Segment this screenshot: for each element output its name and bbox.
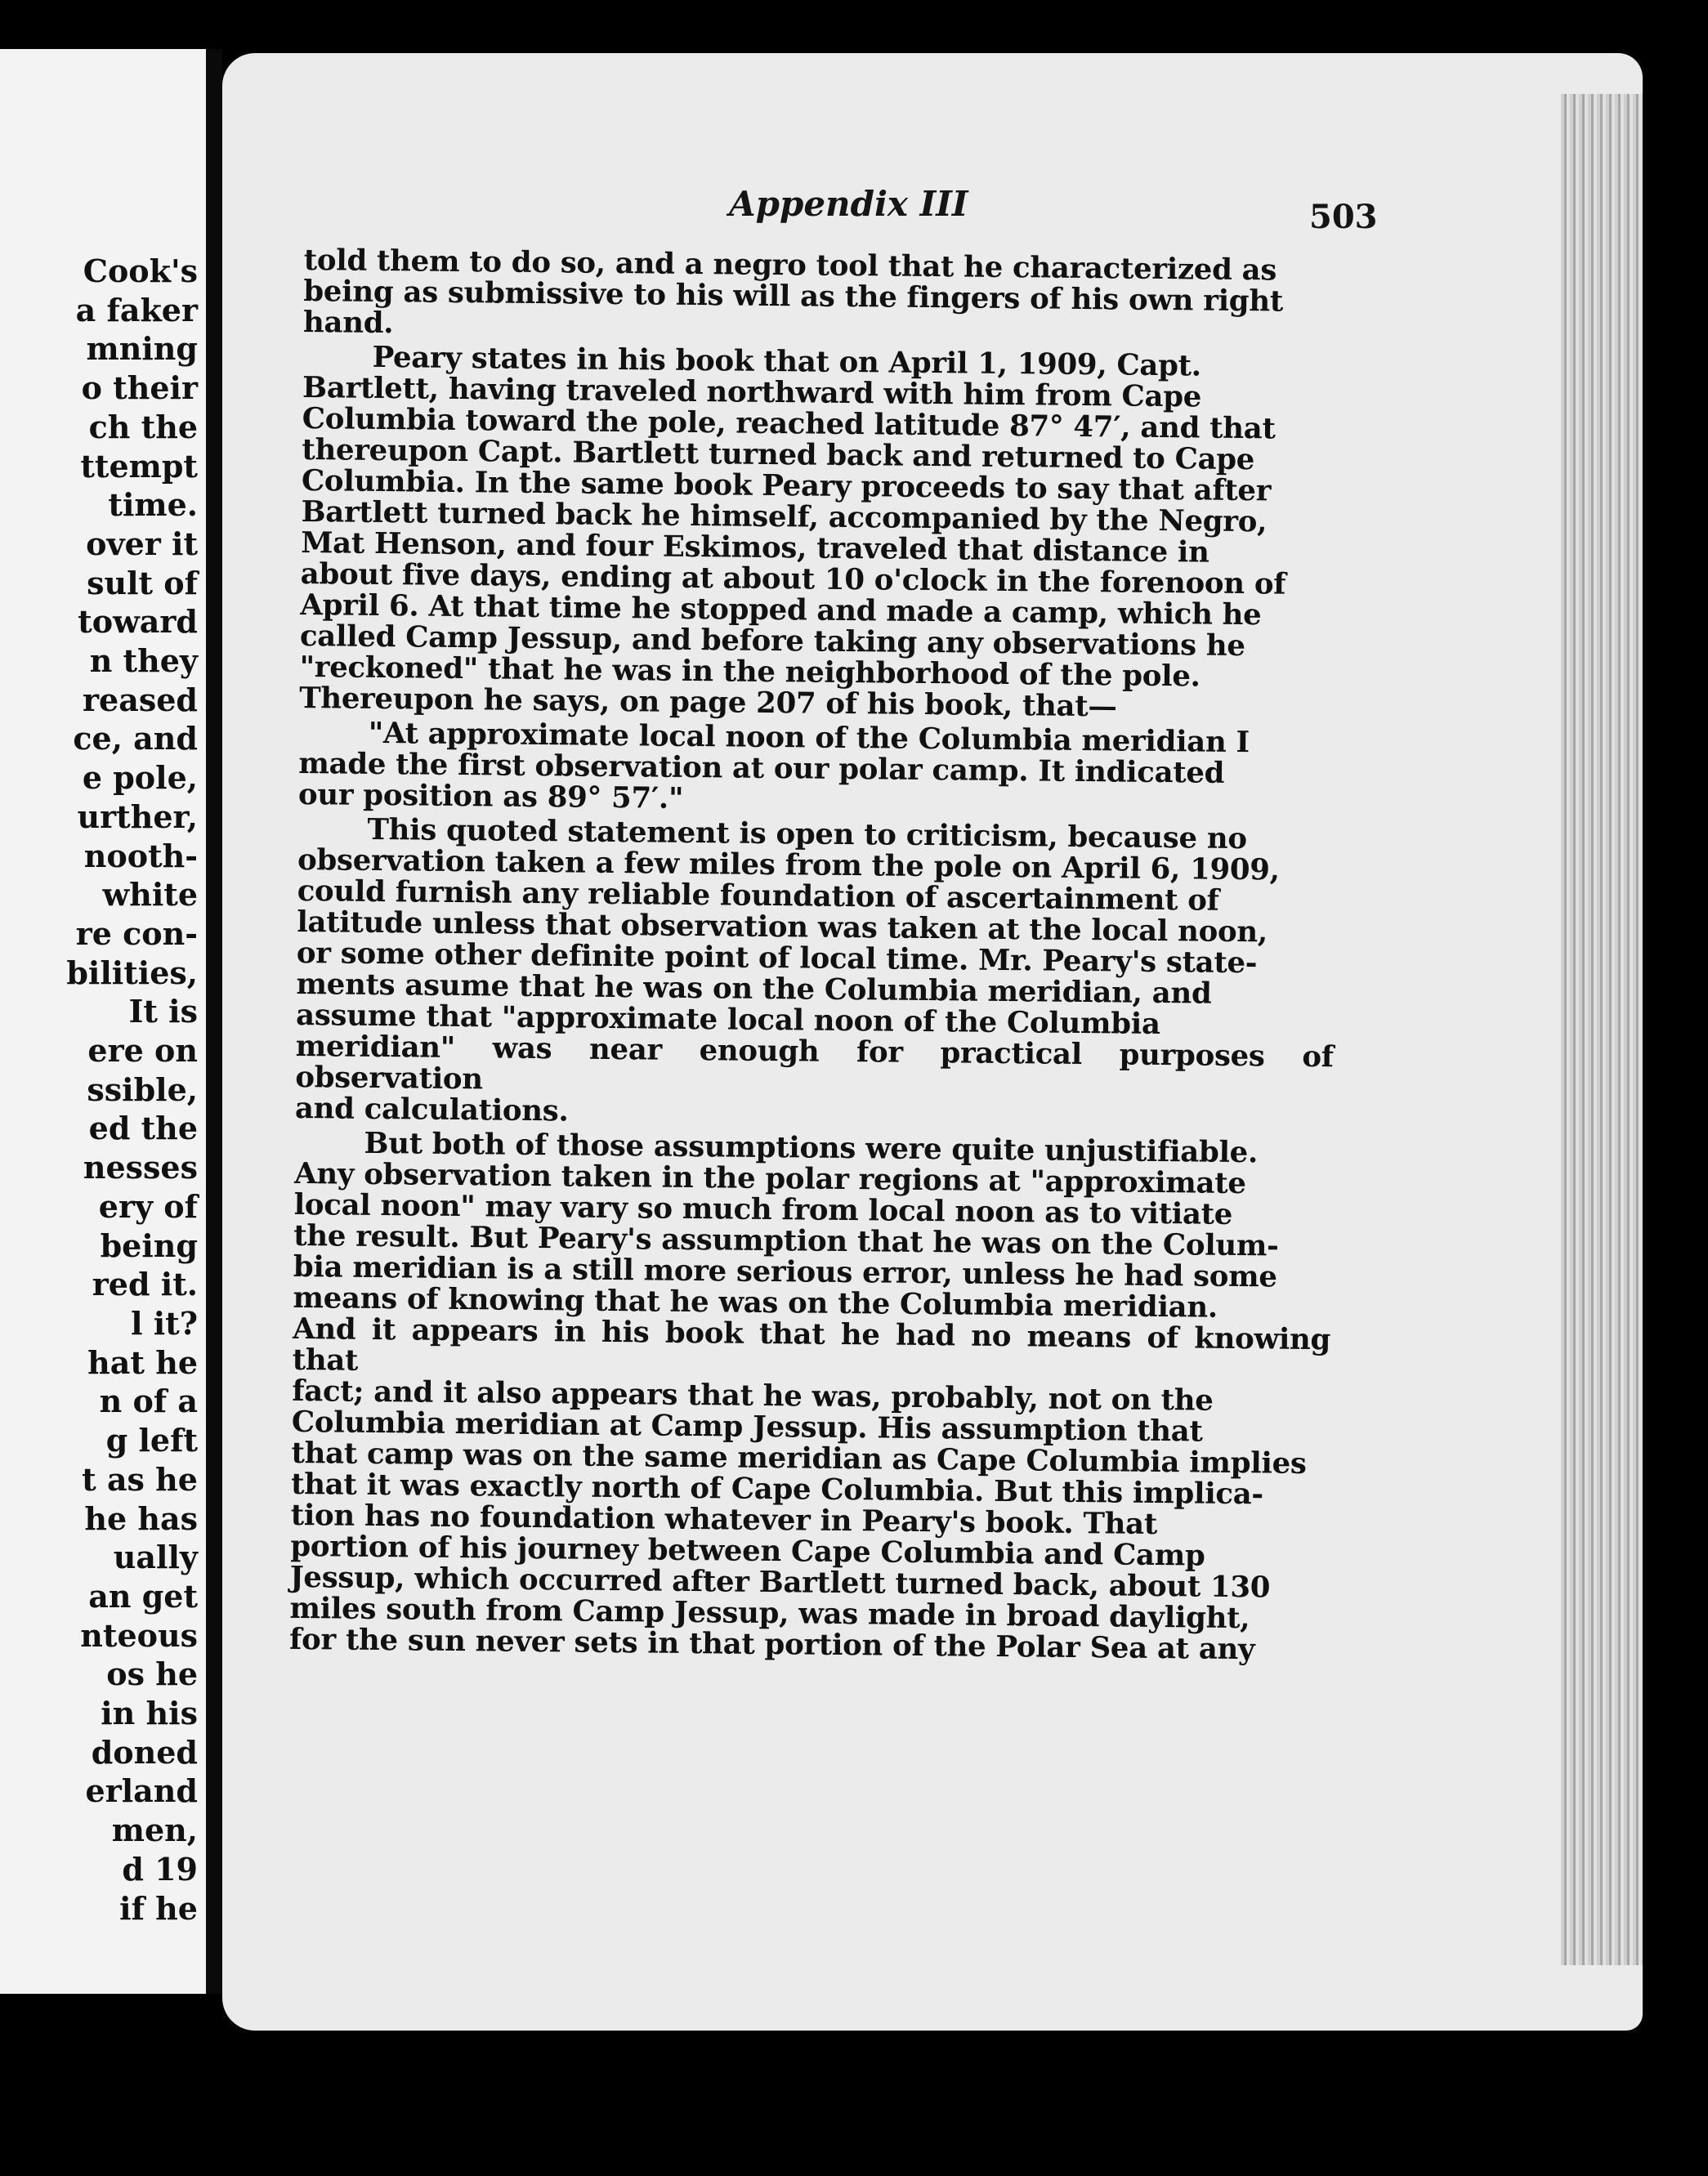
left-page-line: being bbox=[100, 1227, 198, 1264]
left-page-line: an get bbox=[88, 1577, 198, 1615]
left-page-line: t as he bbox=[82, 1460, 198, 1498]
left-page-line: Cook's bbox=[83, 252, 198, 289]
paragraph-assumptions: But both of those assumptions were quite unjustifiable. Any observation taken in the polar regions at "approximate local noon" may vary so much from local noon as to vitiate the result. But Peary's assumption that he was on the Colum- bia meridian is a still more serious error, unless he had some means of knowing that he was on the Columbia meridian. And it appears in his book that he had no means of knowing that fact; and it also appears that he was, probably, not on the Columbia meridian at Camp Jessup. His assumption that that camp was on the same meridian as Cape Columbia implies that it was exactly north of Cape Columbia. But this implica- tion has no foundation whatever in Peary's book. That portion of his journey between Cape Columbia and Camp Jessup, which occurred after Bartlett turned back, about 130 miles south from Camp Jessup, was made in broad daylight, for the sun never sets in that portion of the Polar Sea at any bbox=[288, 1126, 1331, 1667]
left-page-line: n of a bbox=[99, 1383, 198, 1420]
left-page-line: white bbox=[102, 876, 198, 914]
left-page-line: ere on bbox=[87, 1032, 198, 1070]
left-page-line: doned bbox=[91, 1733, 198, 1771]
left-page-line: ce, and bbox=[73, 720, 198, 757]
left-page-line: ery of bbox=[98, 1187, 198, 1225]
left-page-line: l it? bbox=[131, 1304, 198, 1342]
left-page-line: ually bbox=[113, 1539, 198, 1576]
left-page-line: red it. bbox=[92, 1266, 198, 1303]
left-page-line: nesses bbox=[83, 1149, 198, 1186]
body-text bbox=[289, 245, 1342, 1666]
book-gutter bbox=[206, 49, 222, 1994]
left-page-line: hat he bbox=[87, 1343, 198, 1381]
right-page bbox=[222, 53, 1643, 2031]
left-page-line: ssible, bbox=[87, 1070, 198, 1108]
left-page-line: d 19 bbox=[122, 1850, 198, 1888]
page-number: 503 bbox=[1309, 198, 1378, 236]
page-edges bbox=[1561, 94, 1643, 1965]
left-page-line: re con- bbox=[75, 914, 198, 952]
left-page-line: n they bbox=[89, 642, 198, 680]
block-quotation: "At approximate local noon of the Columbia meridian I made the first observation at our polar camp. It indicated our position as 89° 57′." bbox=[297, 716, 1250, 815]
left-page-line: ed the bbox=[88, 1110, 198, 1147]
left-page-line: g left bbox=[105, 1422, 198, 1459]
paragraph-criticism: This quoted statement is open to criticism, because no observation taken a few miles from the pole on April 6, 1909, could furnish any reliable foundation of ascertainment of latitude unless that observation was taken at the local noon, or some other definite point of local time. Mr. Peary's state- ments asume that he was on the Columbia meridian, and assume that "approximate local noon of the Columbia meridian" was near enough for practical purposes of observation and calculations. bbox=[294, 812, 1334, 1128]
left-page-line: he has bbox=[84, 1499, 198, 1537]
paragraph-peary-states: Peary states in his book that on April 1, 1909, Capt. Bartlett, having traveled northward with him from Cape Columbia toward the pole, reached latitude 87° 47′, and that thereupon Capt. Bartlett turned back and returned to Cape Columbia. In the same book Peary proceeds to say that after Bartlett turned back he himself, accompanied by the Negro, Mat Henson, and four Eskimos, traveled that distance in about five days, ending at about 10 o'clock in the forenoon of April 6. At that time he stopped and made a camp, which he called Camp Jessup, and before taking any observations he "reckoned" that he was in the neighborhood of the pole. Thereupon he says, on page 207 of his book, that— bbox=[298, 340, 1286, 724]
left-page-line: mning bbox=[86, 330, 198, 368]
left-page-line: if he bbox=[119, 1889, 198, 1927]
left-page-line: in his bbox=[101, 1695, 198, 1732]
left-page-line: ttempt bbox=[80, 447, 198, 485]
left-page-line: sult of bbox=[87, 564, 198, 601]
left-page-line: time. bbox=[108, 486, 198, 524]
left-page-line: nooth- bbox=[83, 837, 198, 874]
left-page-line: e pole, bbox=[82, 759, 198, 797]
running-head: Appendix III bbox=[729, 184, 968, 224]
left-page-line: ch the bbox=[88, 408, 198, 445]
left-page-line: over it bbox=[86, 525, 198, 562]
paragraph-continuation: told them to do so, and a negro tool that he characterized as being as submissive to his will as the fingers of his own right hand. bbox=[302, 244, 1284, 341]
left-page-text-fragments bbox=[0, 252, 198, 1928]
left-page-line: reased bbox=[83, 681, 198, 718]
left-page-line: erland bbox=[85, 1772, 198, 1810]
left-page-line: bilities, bbox=[66, 954, 198, 991]
left-page-line: men, bbox=[111, 1812, 198, 1849]
left-facing-page bbox=[0, 49, 211, 1994]
left-page-line: o their bbox=[81, 369, 198, 407]
left-page-line: nteous bbox=[80, 1616, 198, 1654]
left-page-line: urther, bbox=[77, 798, 198, 835]
left-page-line: os he bbox=[106, 1655, 198, 1693]
left-page-line: It is bbox=[128, 993, 198, 1030]
left-page-line: a faker bbox=[75, 291, 198, 328]
left-page-line: toward bbox=[78, 603, 198, 641]
